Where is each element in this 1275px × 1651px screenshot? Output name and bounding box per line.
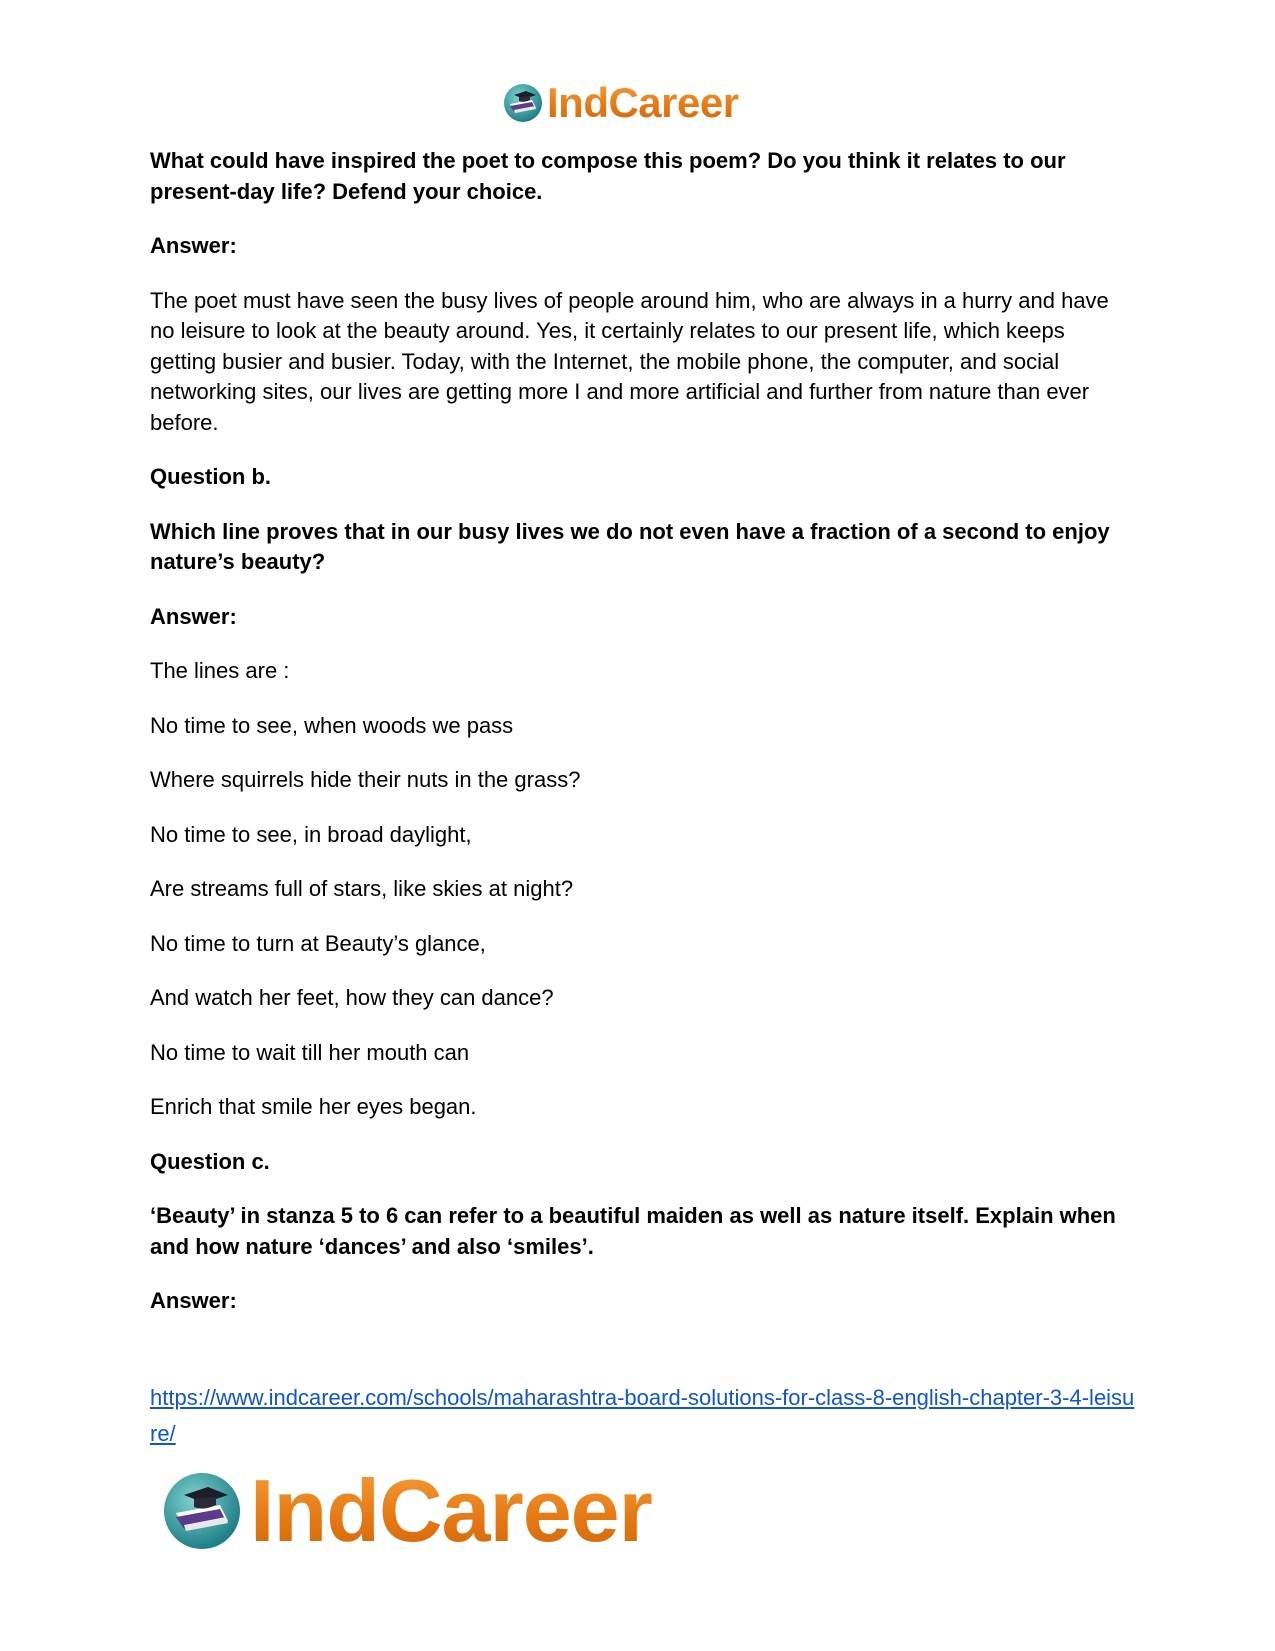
- logo-wordmark: IndCareer: [250, 1461, 652, 1560]
- globe-book-icon: [502, 82, 544, 124]
- answer-label: Answer:: [150, 603, 237, 629]
- document-body: [150, 146, 1130, 1341]
- answer-a-text: The poet must have seen the busy lives of people around him, who are always in a hurry and have no leisure to look at the beauty around. Yes, it certainly relates to our present life, which keeps getting busier and busier. Today, with the Internet, the mobile phone, the computer, and social networking sites, our lives are getting more I and more artificial and further from nature than ever before.: [150, 287, 1109, 435]
- answer-label: Answer:: [150, 1288, 237, 1313]
- question-b-label: Question b.: [150, 464, 271, 489]
- poem-line: Enrich that smile her eyes began.: [150, 1094, 477, 1119]
- footer-logo: [160, 1461, 652, 1560]
- poem-line: And watch her feet, how they can dance?: [150, 985, 554, 1010]
- question-c-label: Question c.: [150, 1148, 270, 1174]
- answer-label: Answer:: [150, 233, 237, 258]
- poem-line: Where squirrels hide their nuts in the grass?: [150, 767, 581, 792]
- question-a-text: What could have inspired the poet to compose this poem? Do you think it relates to our present-day life? Defend your choice.: [150, 148, 1066, 204]
- poem-line: Are streams full of stars, like skies at night?: [150, 876, 574, 901]
- poem-line: No time to turn at Beauty’s glance,: [150, 930, 486, 956]
- poem-line: No time to wait till her mouth can: [150, 1039, 470, 1065]
- answer-b-intro: The lines are :: [150, 658, 290, 683]
- question-b-text: Which line proves that in our busy lives we do not even have a fraction of a second to enjoy nature’s beauty?: [150, 518, 1110, 574]
- globe-book-icon: [160, 1469, 244, 1553]
- header-logo: [502, 80, 739, 126]
- poem-line: No time to see, in broad daylight,: [150, 821, 472, 847]
- question-c-text: ‘Beauty’ in stanza 5 to 6 can refer to a beautiful maiden as well as nature itself. Explain when and how nature ‘dances’ and also ‘smiles’.: [150, 1203, 1116, 1259]
- logo-wordmark: IndCareer: [547, 79, 739, 126]
- poem-line: No time to see, when woods we pass: [150, 712, 514, 738]
- source-link[interactable]: https://www.indcareer.com/schools/maharashtra-board-solutions-for-class-8-english-chapter-3-4-leisure/: [150, 1385, 1135, 1446]
